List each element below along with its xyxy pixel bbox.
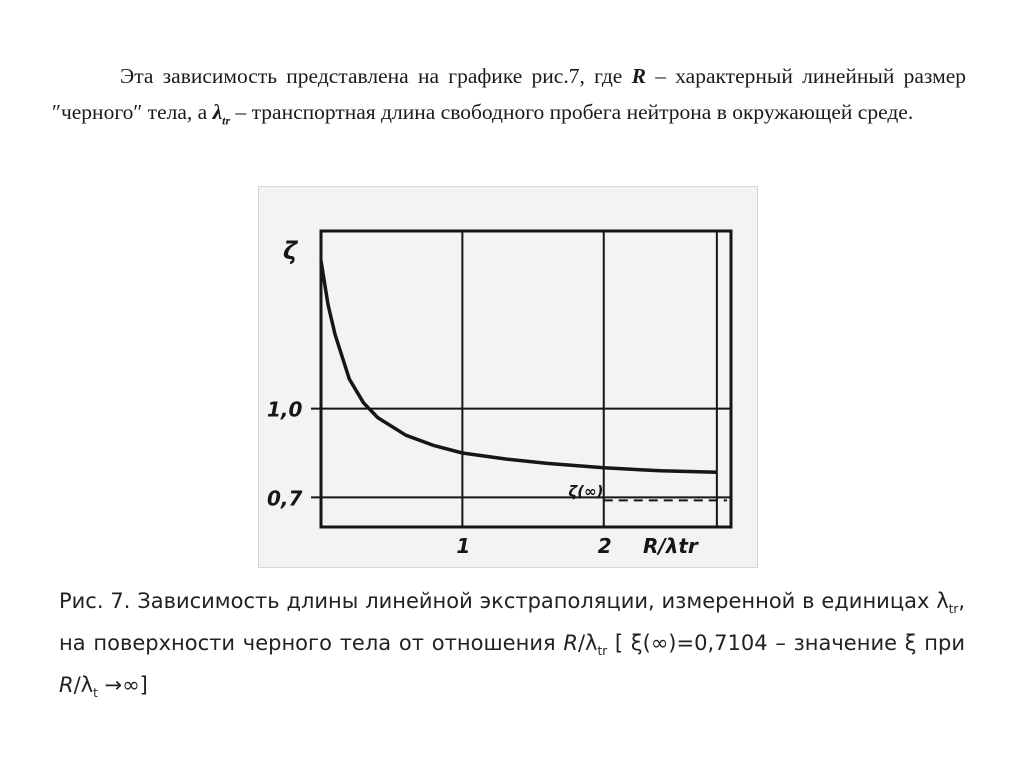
caption-text: [ ξ(∞)=0,7104 – значение ξ при xyxy=(607,631,965,656)
paragraph-text: – транспортная длина свободного пробега нейтрона в окружающей среде. xyxy=(230,100,914,124)
caption-subscript: tr xyxy=(597,644,608,659)
r-symbol: R xyxy=(631,64,646,88)
figure-caption xyxy=(59,584,965,711)
x-tick-label: 2 xyxy=(597,534,612,558)
paragraph-text: Эта зависимость представлена на графике рис.7, где xyxy=(120,64,632,88)
y-axis-label: ζ xyxy=(283,237,298,265)
figure-7 xyxy=(258,186,758,568)
x-tick-label: 1 xyxy=(456,534,471,558)
caption-subscript: tr xyxy=(948,602,959,617)
caption-text: →∞] xyxy=(97,673,148,698)
caption-r-symbol: R xyxy=(59,673,74,698)
caption-text: Рис. 7. Зависимость длины линейной экстраполяции, измеренной в единицах λ xyxy=(59,589,949,613)
caption-text: /λ xyxy=(73,673,94,698)
data-line xyxy=(321,261,717,473)
caption-text: /λ xyxy=(577,631,598,656)
plot-frame xyxy=(321,231,731,527)
y-tick-label: 1,0 xyxy=(267,397,303,422)
asymptote-label: ζ(∞) xyxy=(568,482,604,501)
caption-text: , на поверхности черного тела от отношения xyxy=(59,589,965,656)
caption-subscript: t xyxy=(93,686,98,701)
x-axis-label: R/λtr xyxy=(643,534,698,558)
lambda-symbol: λ xyxy=(212,100,223,124)
intro-paragraph xyxy=(52,58,966,138)
chart xyxy=(259,187,757,567)
lambda-subscript: tr xyxy=(222,113,231,128)
y-tick-label: 0,7 xyxy=(267,486,303,511)
caption-r-symbol: R xyxy=(563,631,578,656)
paragraph-text: – характерный линейный размер ″черного″ тела, а xyxy=(52,64,966,124)
